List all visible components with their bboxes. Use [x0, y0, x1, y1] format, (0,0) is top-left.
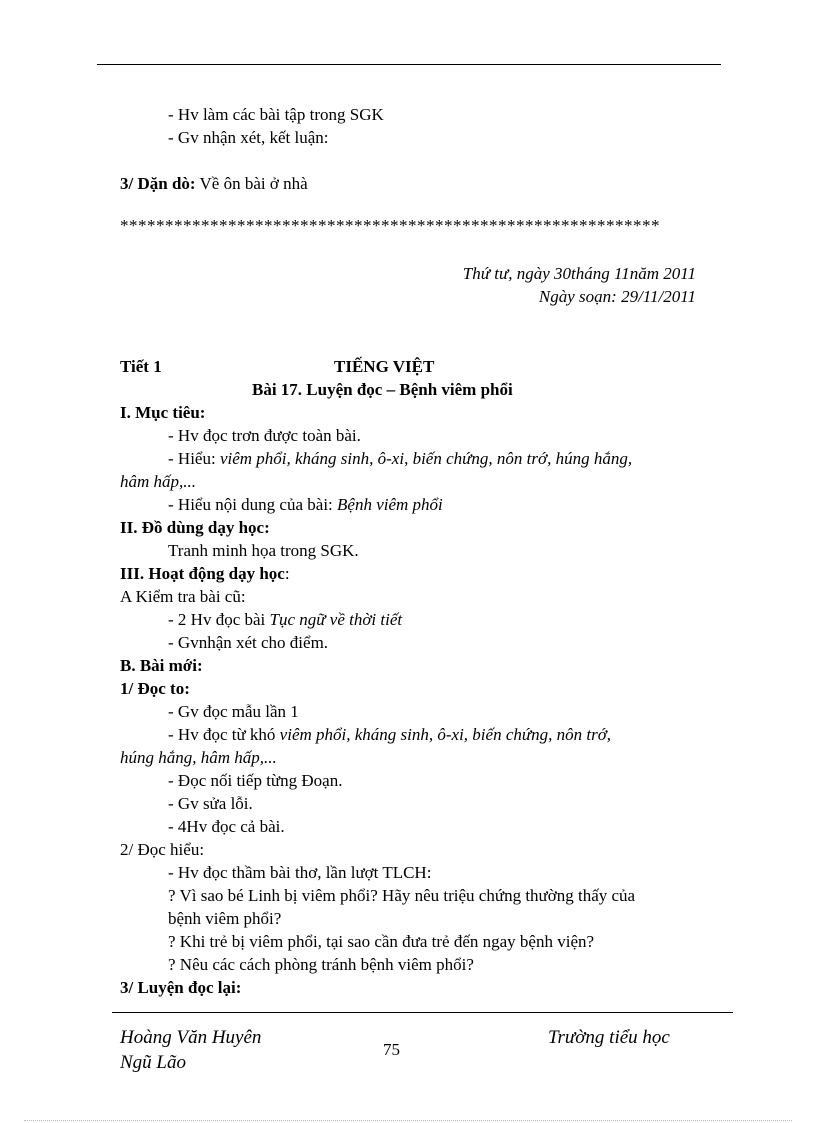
dan-do-label: 3/ Dặn dò:	[120, 174, 196, 193]
question-1-cont: bệnh viêm phổi?	[168, 909, 282, 928]
reread-label: 3/ Luyện đọc lại:	[120, 978, 242, 997]
page-bottom-dots	[24, 1120, 792, 1121]
objective-item-2-prefix: - Hiểu:	[168, 449, 220, 468]
new-lesson-label: B. Bài mới:	[120, 656, 203, 675]
footer-author: Hoàng Văn Huyên	[120, 1027, 262, 1048]
section1-heading: I. Mục tiêu:	[120, 403, 206, 422]
section3-heading-text: III. Hoạt động dạy học	[120, 564, 285, 583]
weekday-date: Thứ tư, ngày 30tháng 11năm 2011	[462, 264, 696, 283]
read-aloud-item-2-terms: viêm phổi, kháng sinh, ô-xi, biến chứng, nôn trớ,	[279, 725, 612, 744]
objective-item-2-terms: viêm phổi, kháng sinh, ô-xi, biến chứng, nôn trớ, húng hắng,	[219, 449, 633, 468]
review-label: A Kiểm tra bài cũ:	[120, 587, 246, 606]
question-3: ? Nêu các cách phòng tránh bệnh viêm phổi?	[168, 955, 474, 974]
page-number: 75	[383, 1040, 400, 1059]
objective-item-2	[168, 448, 632, 470]
lesson-subject: TIẾNG VIỆT	[334, 357, 435, 376]
review-item-1-prefix: - 2 Hv đọc bài	[168, 610, 270, 629]
header-rule	[97, 64, 721, 65]
comprehension-item-1: - Hv đọc thầm bài thơ, lần lượt TLCH:	[168, 863, 432, 882]
section2-heading: II. Đồ dùng dạy học:	[120, 518, 270, 537]
section3-heading	[120, 563, 290, 585]
lesson-period: Tiết 1	[120, 357, 162, 376]
read-aloud-item-1: - Gv đọc mẫu lần 1	[168, 702, 299, 721]
dan-do-text: Về ôn bài ở nhà	[195, 174, 308, 193]
read-aloud-item-4: - Gv sửa lỗi.	[168, 794, 253, 813]
review-item-1	[168, 609, 402, 631]
objective-item-3-title: Bệnh viêm phổi	[337, 495, 443, 514]
question-1: ? Vì sao bé Linh bị viêm phổi? Hãy nêu triệu chứng thường thấy của	[168, 886, 636, 905]
review-item-2: - Gvnhận xét cho điểm.	[168, 633, 329, 652]
dan-do-line	[120, 173, 308, 195]
section3-heading-colon: :	[284, 564, 290, 583]
star-divider: ************************************************************	[120, 216, 660, 235]
read-aloud-label: 1/ Đọc to:	[120, 679, 190, 698]
read-aloud-item-2-prefix: - Hv đọc từ khó	[168, 725, 280, 744]
footer-school: Trường tiểu học	[548, 1027, 670, 1048]
gv-conclusion-line: - Gv nhận xét, kết luận:	[168, 128, 329, 147]
comprehension-label: 2/ Đọc hiểu:	[120, 840, 205, 859]
review-item-1-title: Tục ngữ về thời tiết	[269, 610, 403, 629]
footer-place: Ngũ Lão	[120, 1052, 186, 1073]
materials-item: Tranh minh họa trong SGK.	[168, 541, 359, 560]
objective-item-2-cont: hâm hấp,...	[120, 472, 197, 491]
read-aloud-item-5: - 4Hv đọc cả bài.	[168, 817, 285, 836]
read-aloud-item-2	[168, 724, 611, 746]
read-aloud-item-2-cont: húng hắng, hâm hấp,...	[120, 748, 277, 767]
lesson-title: Bài 17. Luyện đọc – Bệnh viêm phổi	[252, 380, 513, 399]
read-aloud-item-3: - Đọc nối tiếp từng Đoạn.	[168, 771, 343, 790]
objective-item-3-prefix: - Hiểu nội dung của bài:	[168, 495, 338, 514]
hv-exercise-line: - Hv làm các bài tập trong SGK	[168, 105, 384, 124]
objective-item-3	[168, 494, 443, 516]
objective-item-1: - Hv đọc trơn được toàn bài.	[168, 426, 361, 445]
question-2: ? Khi trẻ bị viêm phổi, tại sao cần đưa trẻ đến ngay bệnh viện?	[168, 932, 595, 951]
prepared-date: Ngày soạn: 29/11/2011	[538, 287, 696, 306]
footer-rule	[112, 1012, 733, 1013]
